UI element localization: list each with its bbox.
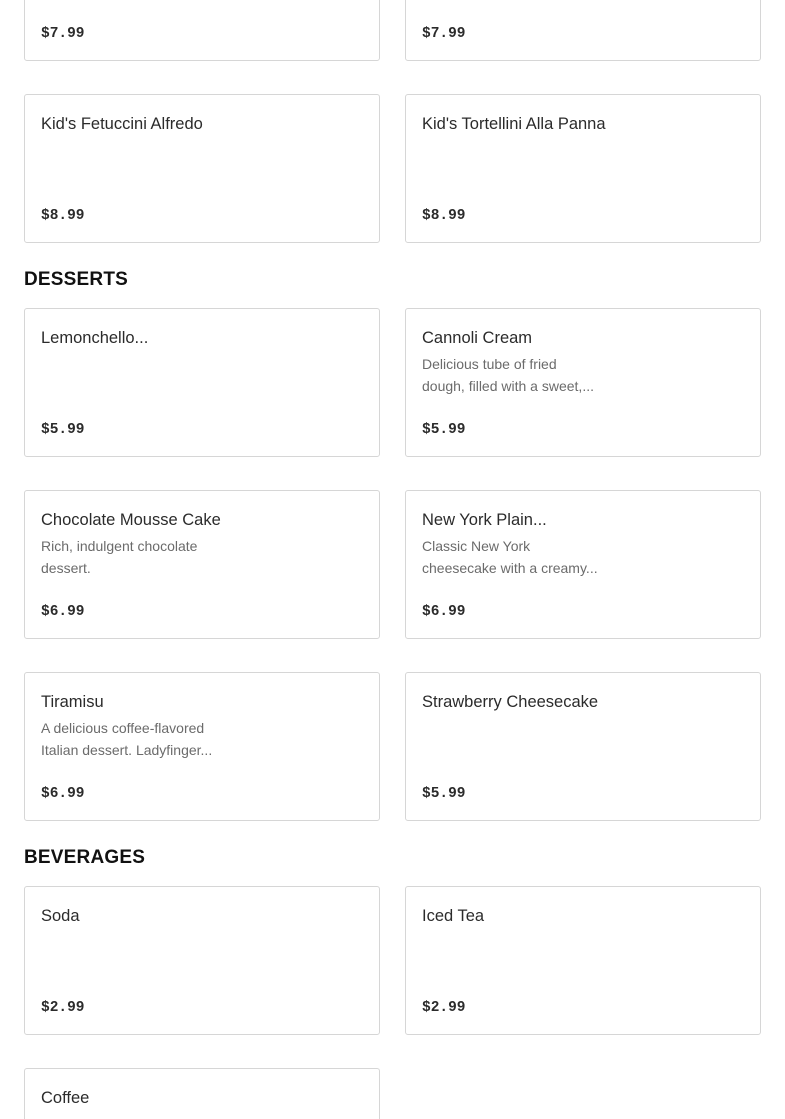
menu-item-card[interactable] [405, 308, 761, 457]
item-name: Strawberry Cheesecake [422, 693, 599, 711]
item-name: Kid's Fetuccini Alfredo [41, 115, 203, 133]
item-price: $2.99 [41, 1000, 85, 1016]
menu-item-card[interactable] [24, 0, 380, 61]
menu-item-card[interactable] [24, 672, 380, 821]
menu-item-card[interactable] [405, 672, 761, 821]
item-name: Cannoli Cream [422, 329, 533, 347]
item-description [41, 717, 241, 761]
item-name: Iced Tea [422, 907, 485, 925]
item-description [422, 353, 622, 397]
item-description-line: Rich, indulgent chocolate [41, 538, 198, 554]
item-description-line: Delicious tube of fried [422, 356, 557, 372]
item-description [41, 535, 241, 579]
menu-item-card[interactable] [405, 94, 761, 243]
item-price: $5.99 [422, 422, 466, 438]
item-name: Coffee [41, 1089, 90, 1107]
item-description [422, 535, 622, 579]
item-price: $7.99 [422, 26, 466, 42]
item-price: $7.99 [41, 26, 85, 42]
item-price: $8.99 [422, 208, 466, 224]
item-price: $2.99 [422, 1000, 466, 1016]
section-heading-desserts: DESSERTS [24, 269, 129, 290]
item-price: $6.99 [422, 604, 466, 620]
item-name: Tiramisu [41, 693, 104, 711]
item-description-line: A delicious coffee-flavored [41, 720, 205, 736]
section-heading-beverages: BEVERAGES [24, 847, 146, 868]
item-name: Lemonchello... [41, 329, 149, 347]
item-price: $5.99 [422, 786, 466, 802]
item-description-line: Italian dessert. Ladyfinger... [41, 742, 213, 758]
item-name: New York Plain... [422, 511, 547, 529]
item-price: $6.99 [41, 604, 85, 620]
item-price: $6.99 [41, 786, 85, 802]
item-description-line: Classic New York [422, 538, 531, 554]
item-name: Kid's Tortellini Alla Panna [422, 115, 606, 133]
menu-item-card[interactable] [24, 94, 380, 243]
item-name: Soda [41, 907, 80, 925]
item-price: $8.99 [41, 208, 85, 224]
menu-item-card[interactable] [24, 308, 380, 457]
item-name: Chocolate Mousse Cake [41, 511, 221, 529]
menu-item-card[interactable] [24, 1068, 380, 1119]
menu-item-card[interactable] [405, 886, 761, 1035]
item-price: $5.99 [41, 422, 85, 438]
menu-item-card[interactable] [405, 0, 761, 61]
menu-item-card[interactable] [24, 886, 380, 1035]
item-description-line: dough, filled with a sweet,... [422, 378, 594, 394]
item-description-line: cheesecake with a creamy... [422, 560, 598, 576]
menu-item-card[interactable] [24, 490, 380, 639]
item-description-line: dessert. [41, 560, 91, 576]
menu-item-card[interactable] [405, 490, 761, 639]
